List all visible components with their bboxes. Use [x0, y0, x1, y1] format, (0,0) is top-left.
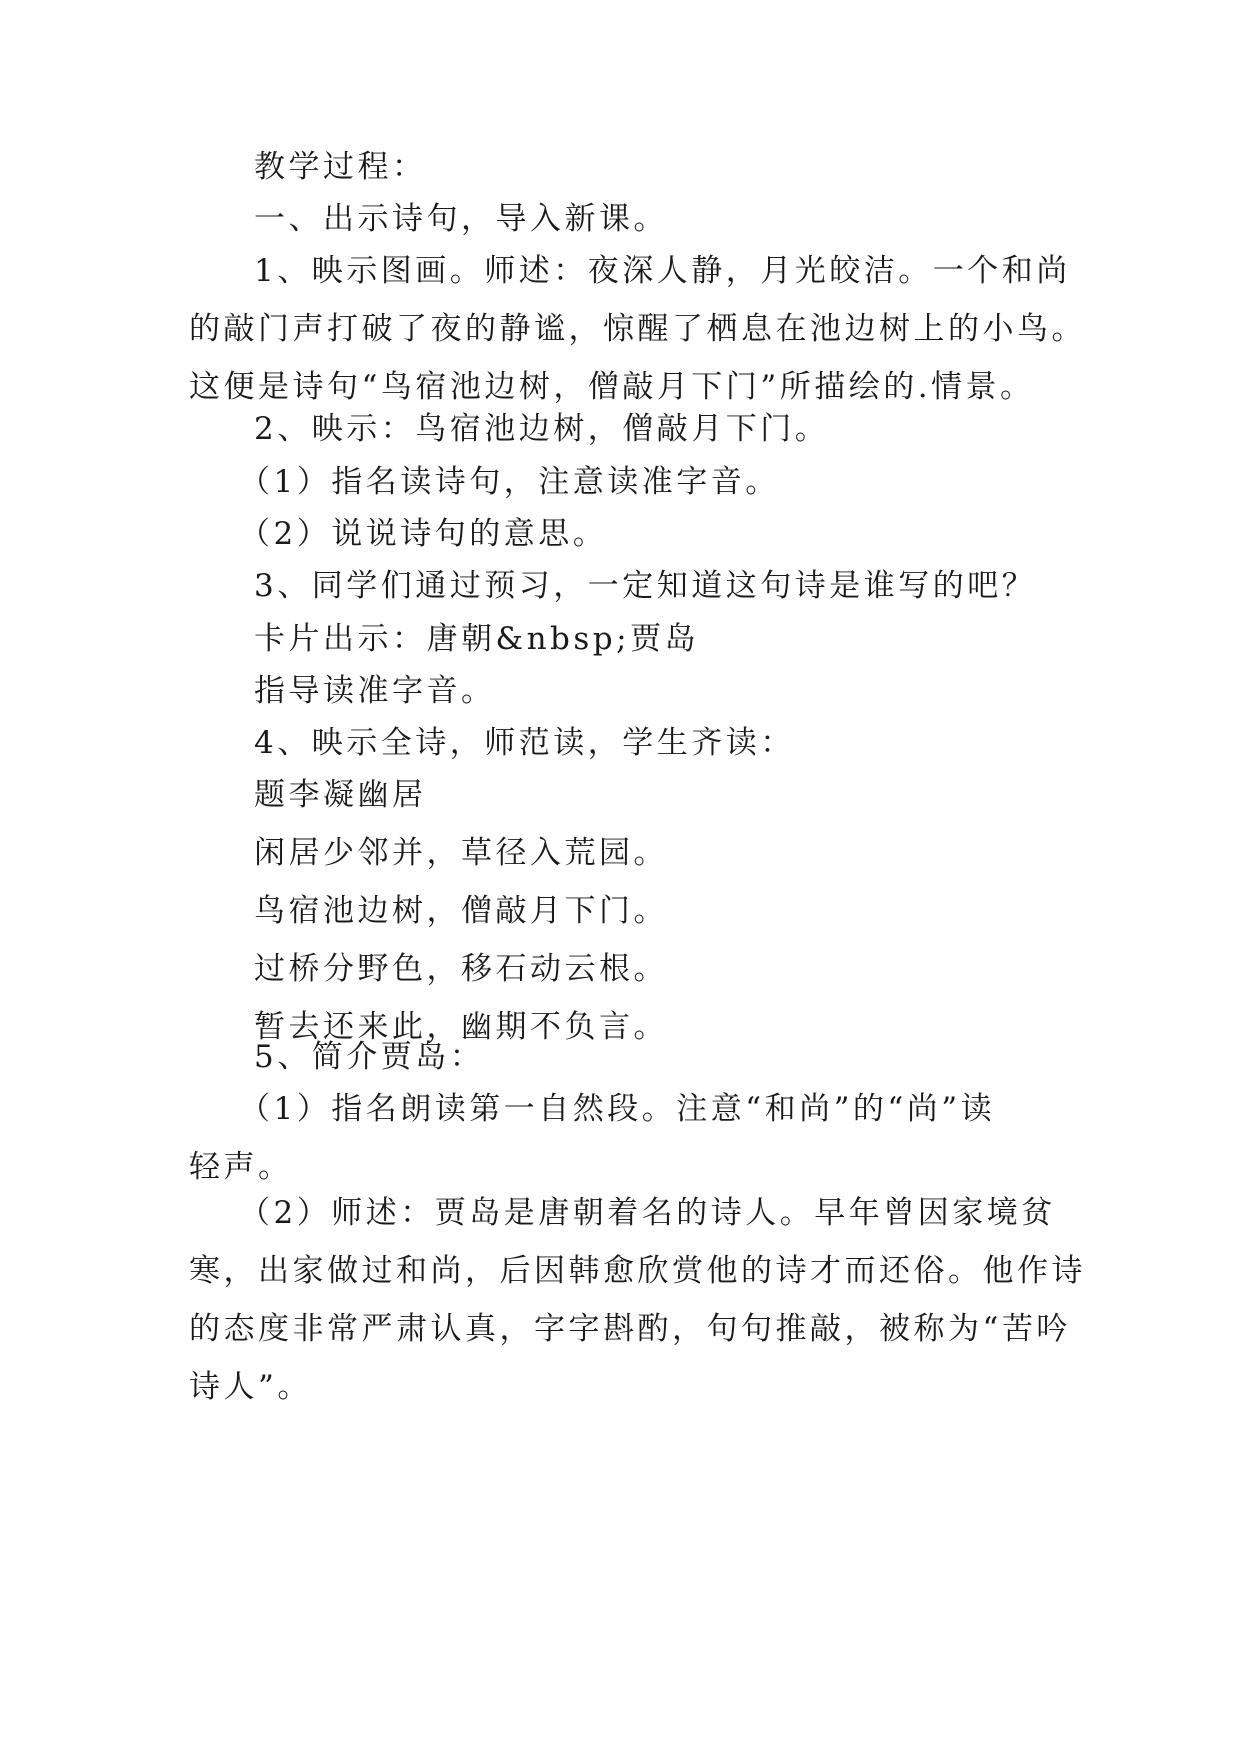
item-5-sub-2-line: 的态度非常严肃认真，字字斟酌，句句推敲，被称为“苦吟: [189, 1311, 1071, 1347]
section-one-text: 一、出示诗句，导入新课。: [254, 201, 668, 237]
item-4-text: 4、映示全诗，师范读，学生齐读：: [254, 725, 795, 761]
poem-line: 过桥分野色，移石动云根。: [254, 951, 668, 987]
poem: [189, 766, 1071, 1056]
item-5-sub-1-line: （1）指名朗读第一自然段。注意“和尚”的“尚”读: [239, 1091, 996, 1127]
item-1-line: 1、映示图画。师述：夜深人静，月光皎洁。一个和尚: [254, 253, 1071, 289]
item-2-sub-1: [189, 453, 1071, 511]
poem-line: 闲居少邻并，草径入荒园。: [254, 835, 668, 871]
poem-line: 暂去还来此，幽期不负言。: [254, 1009, 668, 1045]
item-5: [189, 1028, 1071, 1086]
section-one: [189, 190, 1071, 248]
card-display-text: 卡片出示：唐朝&nbsp;贾岛: [254, 621, 700, 657]
item-1-line: 这便是诗句“鸟宿池边树，僧敲月下门”所描绘的.情景。: [189, 369, 1035, 405]
guide-reading-text: 指导读准字音。: [254, 673, 496, 709]
item-2: [189, 400, 1071, 458]
card-display: [189, 610, 1071, 668]
poem-title: 题李凝幽居: [254, 777, 427, 813]
item-2-text: 2、映示：鸟宿池边树，僧敲月下门。: [254, 411, 830, 447]
item-2-sub-1-text: （1）指名读诗句，注意读准字音。: [239, 464, 780, 500]
poem-line: 鸟宿池边树，僧敲月下门。: [254, 893, 668, 929]
item-5-sub-2-line: 诗人”。: [189, 1369, 312, 1405]
item-3-text: 3、同学们通过预习，一定知道这句诗是谁写的吧？: [254, 568, 1037, 604]
item-2-sub-2-text: （2）说说诗句的意思。: [239, 516, 608, 552]
item-1-paragraph: [189, 242, 1086, 416]
item-5-sub-2-line: 寒，出家做过和尚，后因韩愈欣赏他的诗才而还俗。他作诗: [189, 1253, 1086, 1289]
heading-text: 教学过程：: [254, 149, 427, 185]
item-5-sub-2-line: （2）师述：贾岛是唐朝着名的诗人。早年曾因家境贫: [239, 1195, 1056, 1231]
item-1-line: 的敲门声打破了夜的静谧，惊醒了栖息在池边树上的小鸟。: [189, 311, 1086, 347]
item-5-text: 5、简介贾岛：: [254, 1039, 485, 1075]
item-2-sub-2: [189, 505, 1071, 563]
item-5-sub-1: [189, 1080, 1071, 1196]
item-4: [189, 714, 1071, 772]
item-5-sub-2: [189, 1184, 1086, 1416]
lesson-process-heading: [189, 138, 1071, 196]
guide-reading: [189, 662, 1071, 720]
item-3: [189, 557, 1071, 615]
item-5-sub-1-line: 轻声。: [189, 1149, 293, 1185]
